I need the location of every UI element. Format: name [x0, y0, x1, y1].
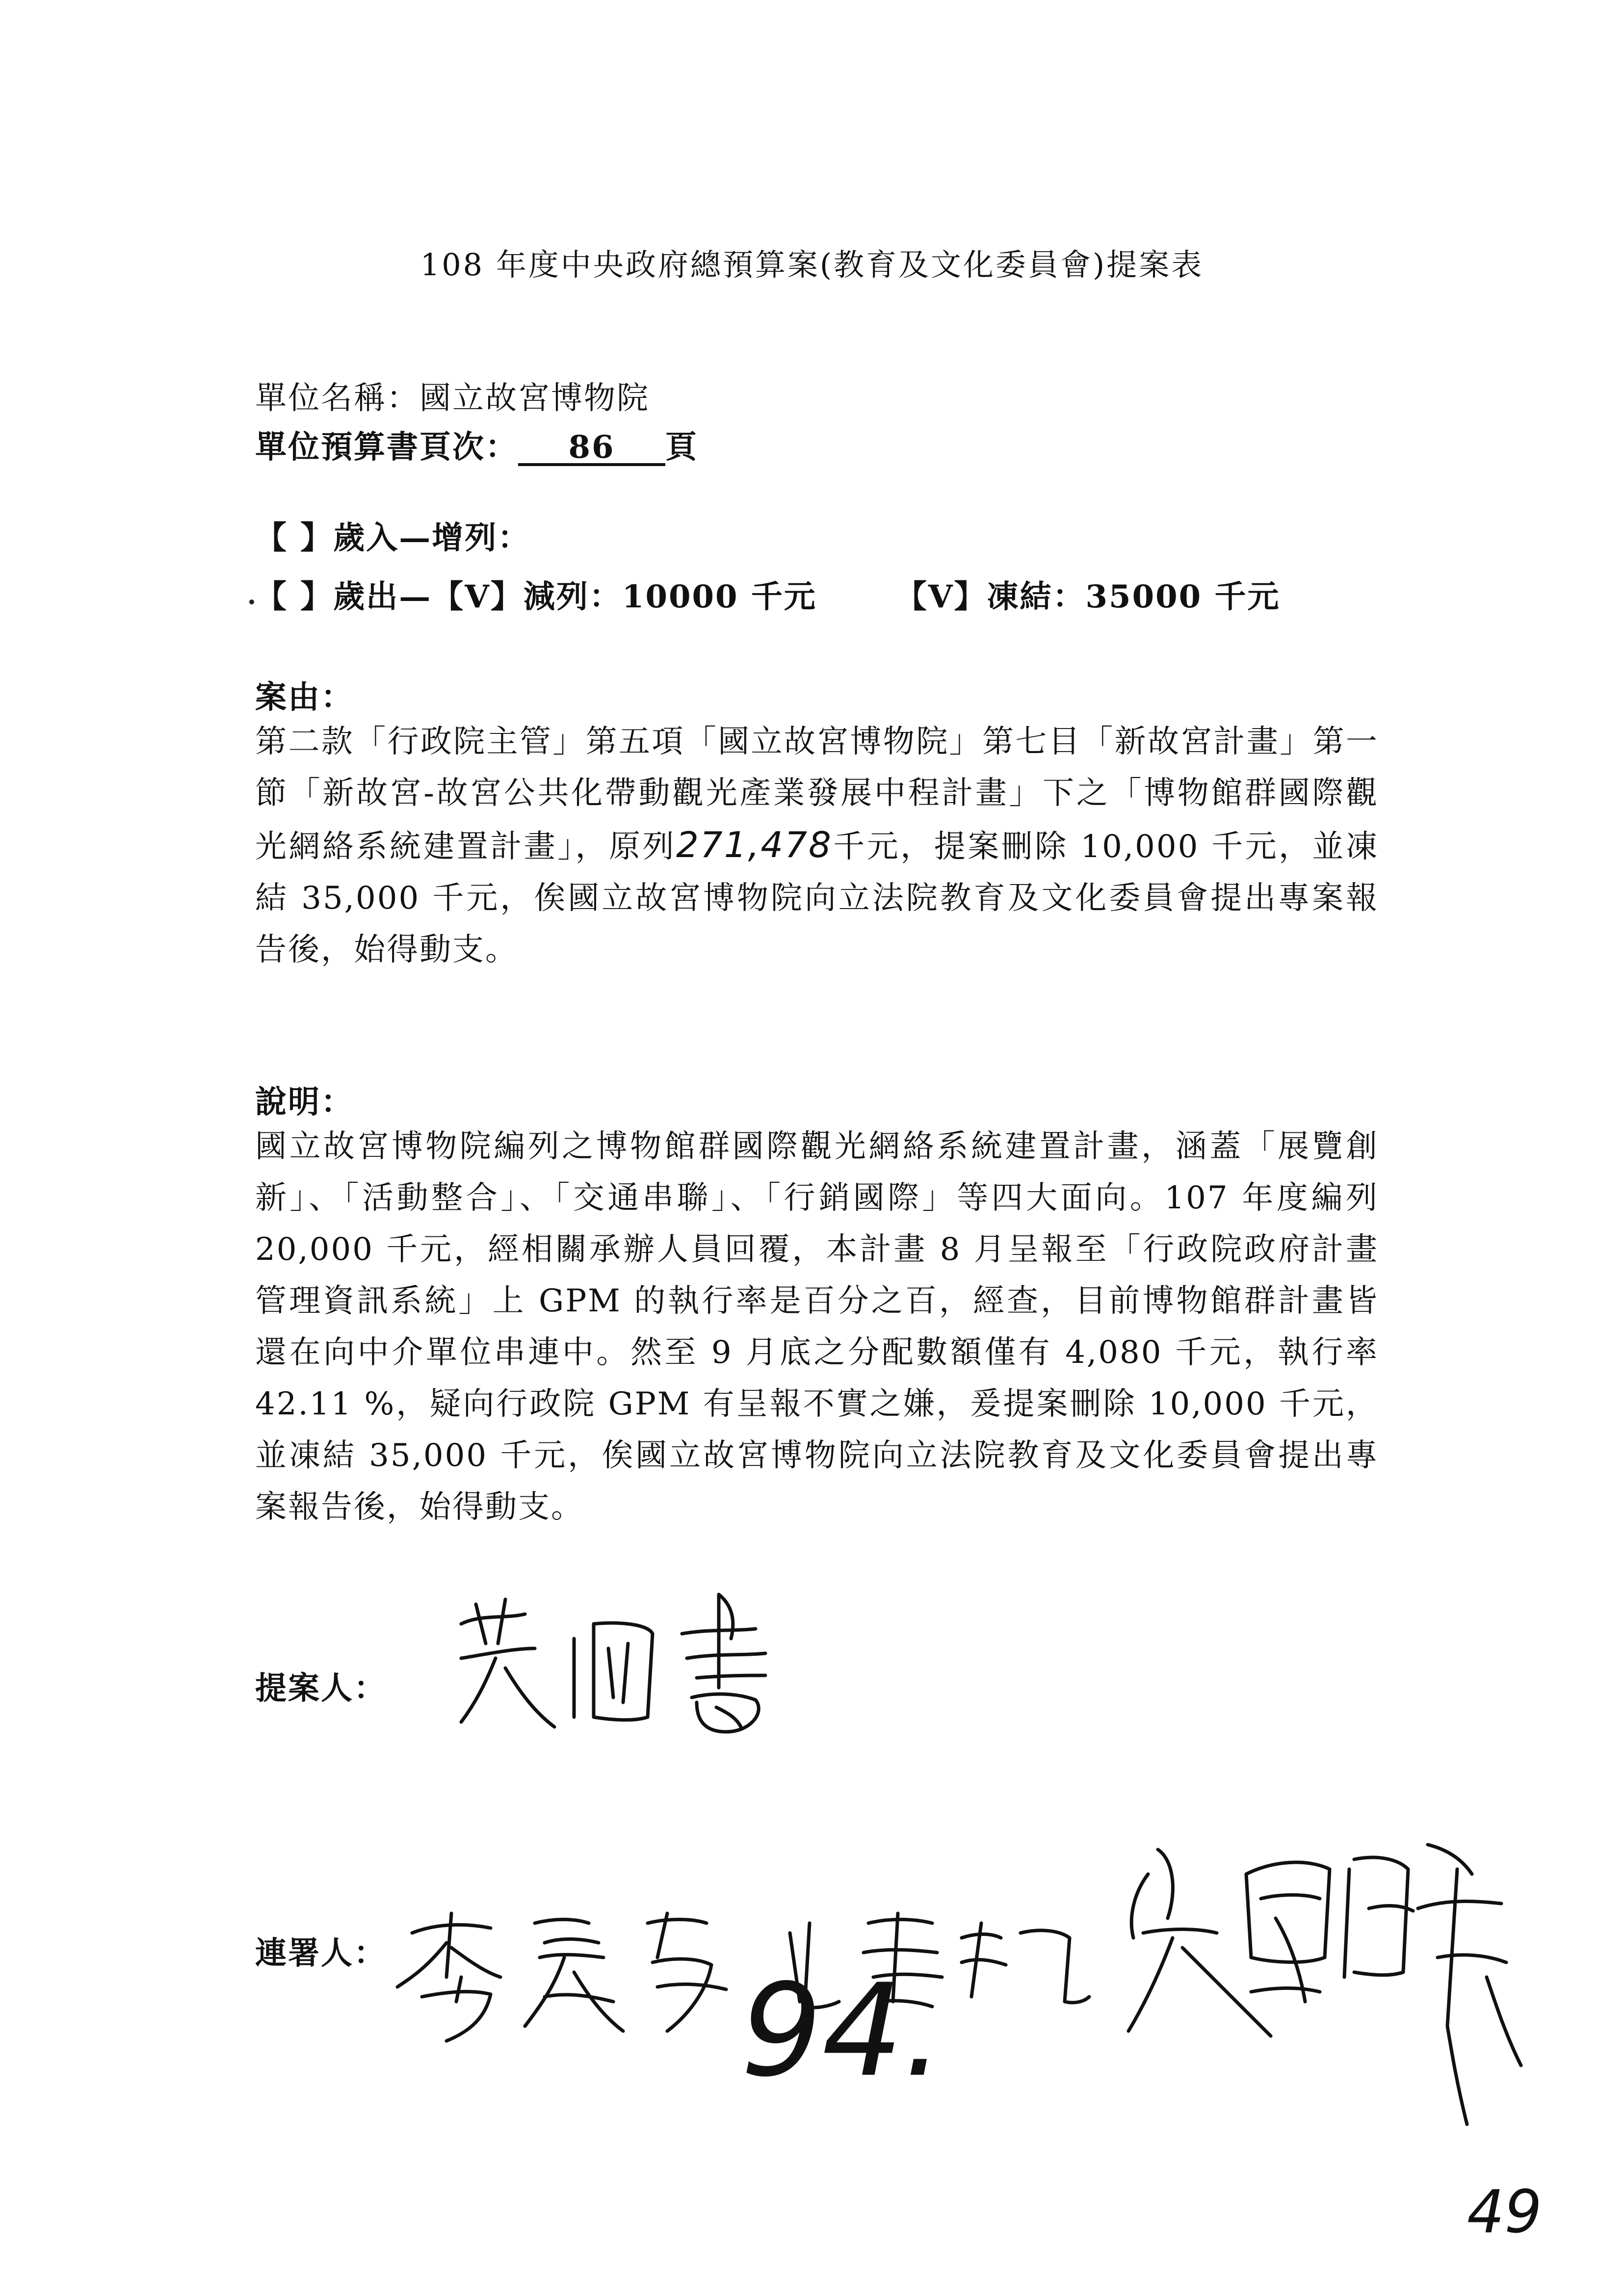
handwritten-page-number: 49 — [1467, 2178, 1542, 2246]
unit-page-value: 86 — [518, 432, 665, 466]
expense-line — [255, 572, 1280, 617]
handwritten-amount: 271,478 — [676, 824, 833, 865]
unit-name-line — [255, 373, 650, 418]
cosigner-signature-1 — [393, 1904, 736, 2051]
reason-heading: 案由： — [255, 679, 354, 716]
unit-name-label: 單位名稱： — [255, 380, 419, 417]
document-title: 108 年度中央政府總預算案(教育及文化委員會)提案表 — [420, 247, 1204, 283]
unit-budget-page-line — [255, 422, 698, 467]
proposer-signature — [451, 1585, 795, 1747]
income-line: 【 】歲入—增列： — [255, 520, 531, 556]
stray-dot — [249, 600, 254, 604]
handwritten-number: 94. — [741, 1957, 944, 2105]
freeze-amount: 【V】凍結：35000 千元 — [895, 578, 1281, 615]
reason-text-after: 千元，提案刪除 10,000 千元，並凍結 35,000 千元，俟國立故宮博物院向立法院教育及文化委員會提出專案報告後，始得動支。 — [255, 829, 1379, 968]
proposer-label: 提案人： — [255, 1670, 387, 1707]
explanation-heading: 說明： — [255, 1084, 354, 1121]
reason-text-before: 第二款「行政院主管」第五項「國立故宮博物院」第七目「新故宮計畫」第一節「新故宮-故宮公共化帶動觀光產業發展中程計畫」下之「博物館群國際觀光網絡系統建置計畫」，原列 — [255, 724, 1379, 865]
unit-page-label: 單位預算書頁次： — [255, 429, 518, 466]
reason-text — [255, 716, 1379, 976]
cosigner-signature-3 — [1114, 1830, 1555, 2144]
reduce-amount: 【V】減列：10000 千元 — [432, 578, 817, 615]
unit-page-suffix: 頁 — [665, 429, 698, 466]
expense-prefix: 【 】歲出— — [255, 578, 432, 615]
unit-name-value: 國立故宮博物院 — [419, 380, 650, 417]
cosigner-label: 連署人： — [255, 1935, 387, 1972]
explanation-text: 國立故宮博物院編列之博物館群國際觀光網絡系統建置計畫，涵蓋「展覽創新」、「活動整合」、「交通串聯」、「行銷國際」等四大面向。107 年度編列 20,000 千元，經相關承辦人員回覆，本計畫 8 月呈報至「行政院政府計畫管理資訊系統」上 GPM 的執行率是百分之百，經查，目前博物館群計畫皆還在向中介單位串連中。然至 9 月底之分配數額僅有 4,080 千元，執行率 42.11 %，疑向行政院 GPM 有呈報不實之嫌，爰提案刪除 10,000 千元，並凍結 35,000 千元，俟國立故宮博物院向立法院教育及文化委員會提出專案報告後，始得動支。 — [255, 1128, 1379, 1525]
